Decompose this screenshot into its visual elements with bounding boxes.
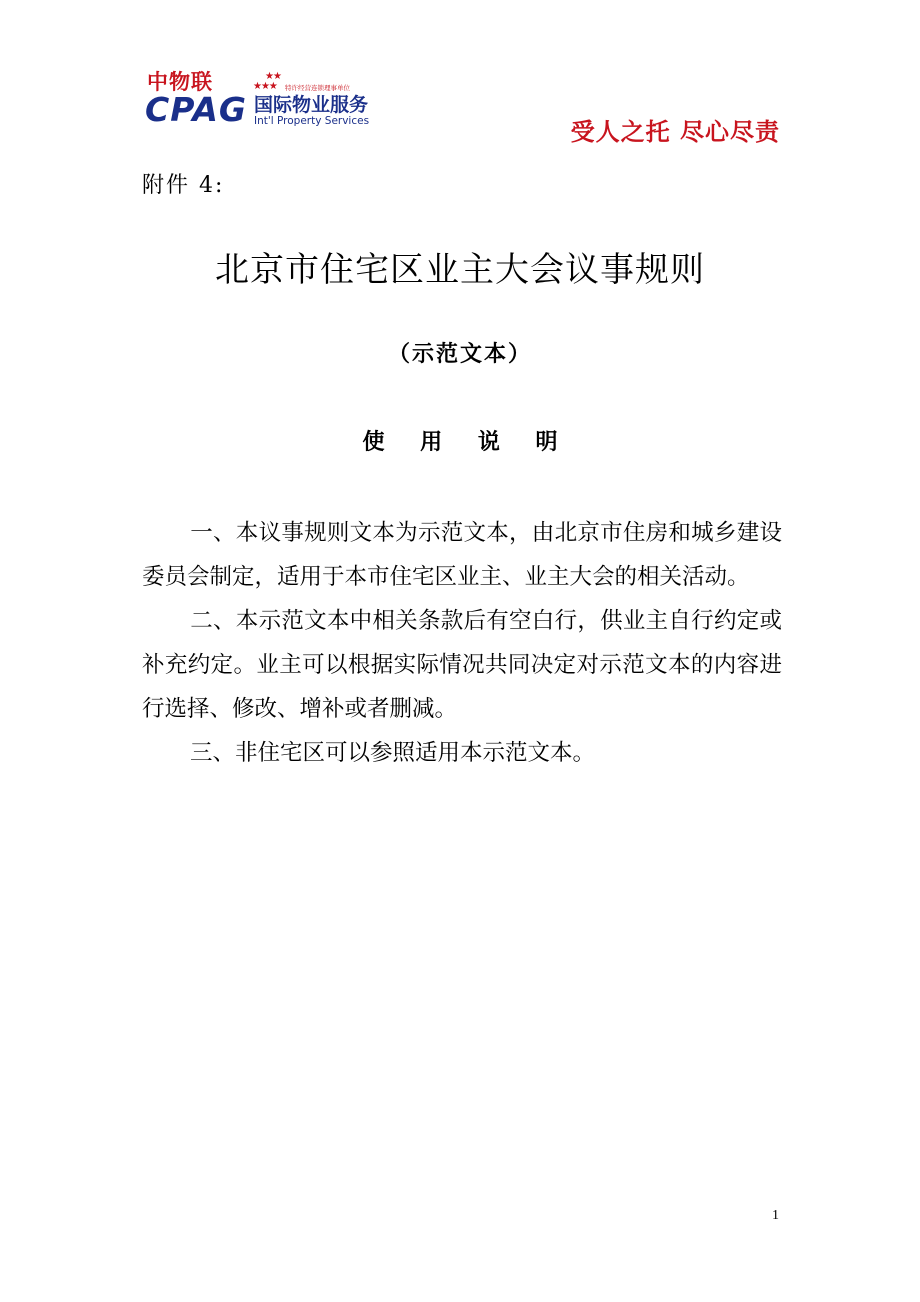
usage-note-paragraph: 三、非住宅区可以参照适用本示范文本。 (190, 740, 596, 766)
cpag-logo (145, 70, 385, 132)
logo-service-name: 国际物业服务 (254, 94, 369, 116)
usage-notes (142, 511, 782, 775)
logo-chinese-name: 中物联 (147, 70, 213, 94)
document-subtitle: （示范文本） (387, 342, 532, 367)
page-number: 1 (772, 1208, 779, 1223)
document-title: 北京市住宅区业主大会议事规则 (215, 250, 705, 290)
logo-stars-icon: ★★★ (253, 81, 277, 92)
usage-note-paragraph: 二、本示范文本中相关条款后有空白行，供业主自行约定或补充约定。业主可以根据实际情况共同决定对示范文本的内容进行选择、修改、增补或者删减。 (142, 608, 782, 722)
logo-stars-icon: ★★ (265, 71, 281, 82)
section-heading: 使 用 说 明 (362, 430, 572, 455)
logo-abbreviation: CPAG (145, 90, 248, 129)
header-slogan: 受人之托 尽心尽责 (570, 118, 780, 146)
logo-english-name: Int'l Property Services (254, 115, 370, 127)
logo-tagline: 特许经营连锁理事单位 (285, 84, 350, 92)
attachment-label: 附件 4: (142, 173, 225, 198)
usage-note-paragraph: 一、本议事规则文本为示范文本，由北京市住房和城乡建设委员会制定，适用于本市住宅区业主、业主大会的相关活动。 (142, 520, 782, 590)
